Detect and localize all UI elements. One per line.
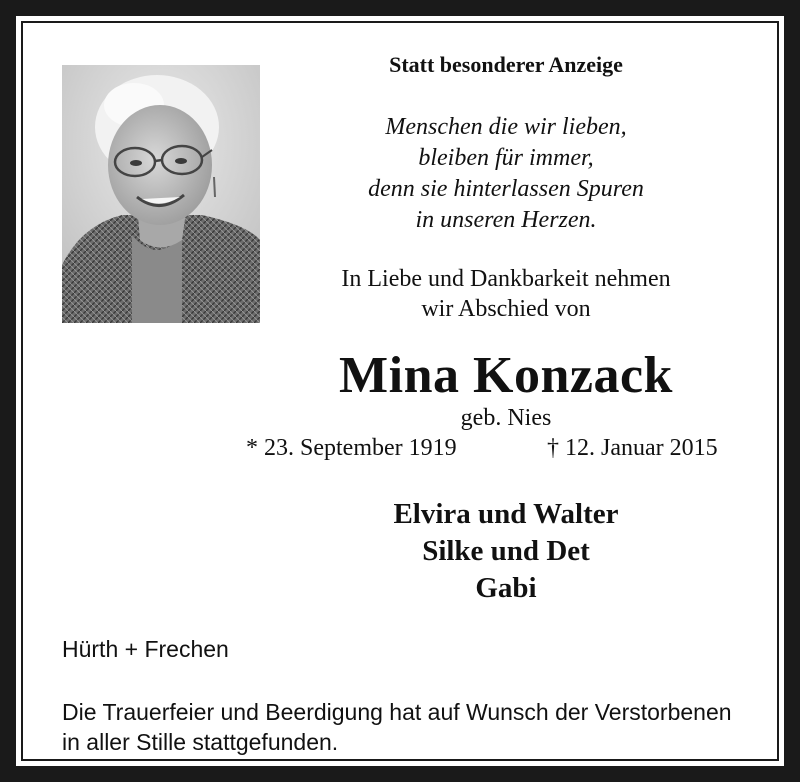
memorial-poem [278,112,734,236]
death-date: † 12. Januar 2015 [547,435,718,461]
mourner-line: Silke und Det [422,535,590,567]
location: Hürth + Frechen [62,636,229,662]
portrait-photo [62,65,260,323]
farewell-intro [278,264,734,324]
deceased-name: Mina Konzack [339,347,673,404]
mourner-line: Elvira und Walter [393,498,619,530]
poem-line: denn sie hinterlassen Spuren [368,176,644,202]
birth-name: geb. Nies [460,405,552,431]
funeral-note [62,697,762,757]
intro-line: wir Abschied von [421,296,591,322]
poem-line: Menschen die wir lieben, [385,114,627,140]
mourners-list [278,496,734,607]
intro-line: In Liebe und Dankbarkeit nehmen [341,266,671,292]
poem-line: in unseren Herzen. [415,207,597,233]
note-line: Die Trauerfeier und Beerdigung hat auf Wunsch der Verstorbenen [62,699,732,725]
birth-date: * 23. September 1919 [246,435,457,461]
mourner-line: Gabi [475,572,537,604]
portrait-image [62,65,260,323]
note-line: in aller Stille stattgefunden. [62,729,339,755]
poem-line: bleiben für immer, [418,145,594,171]
announcement-header: Statt besonderer Anzeige [389,52,623,77]
